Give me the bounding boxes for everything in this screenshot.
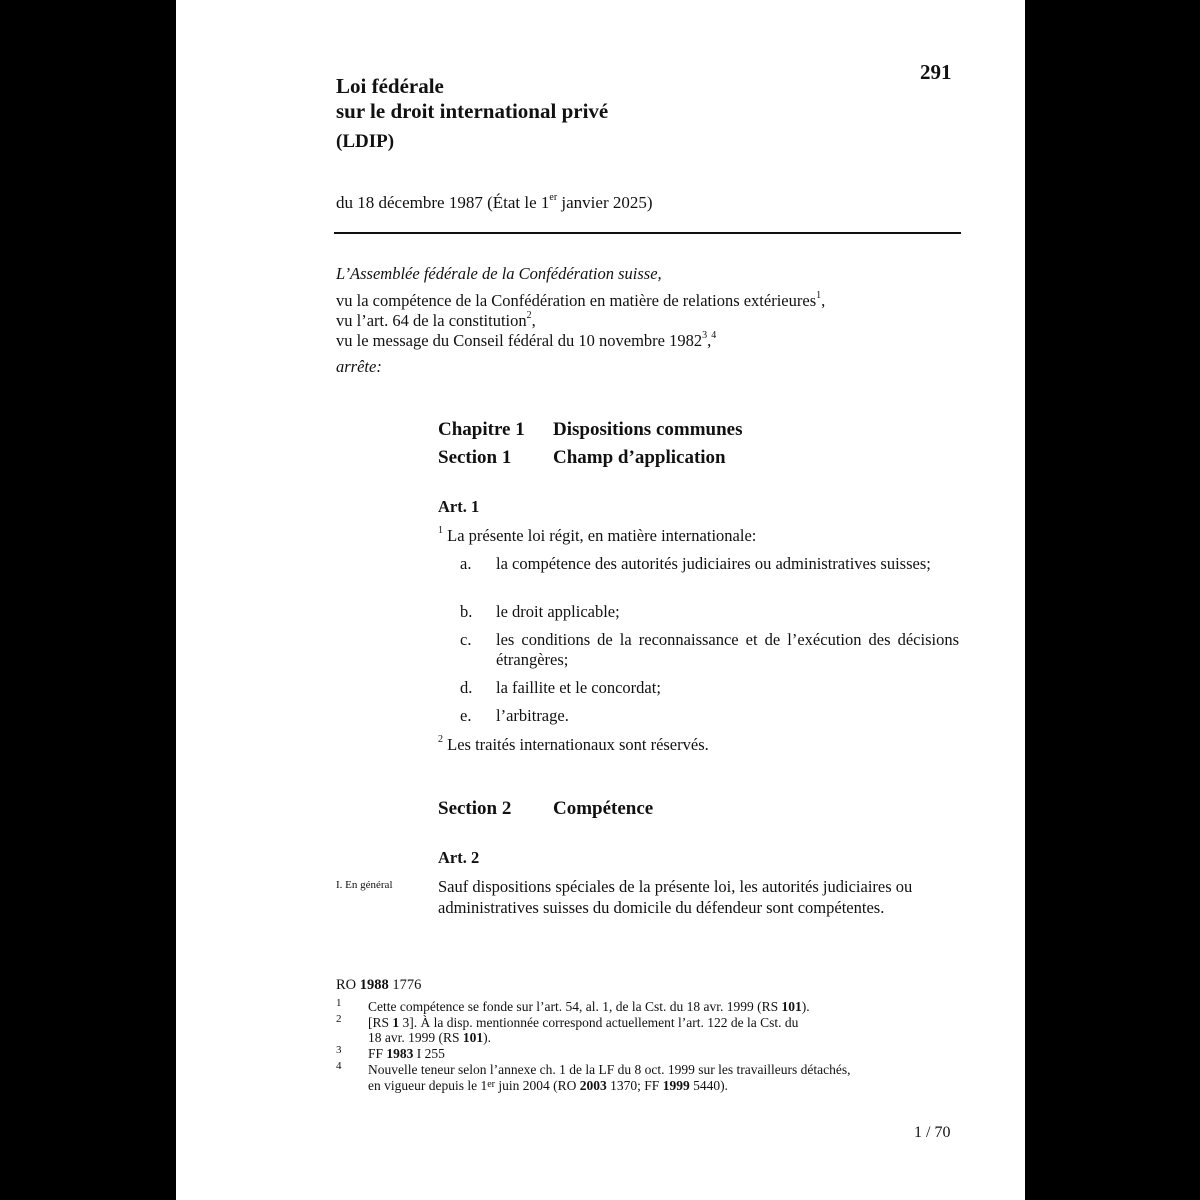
page-number-top: 291 [920, 60, 952, 84]
list-letter-c: c. [460, 630, 472, 649]
preamble-line-2: vu l’art. 64 de la constitution$^2$, [336, 310, 536, 330]
footnote-1: Cette compétence se fonde sur l’art. 54, al. 1, de la Cst. du 18 avr. 1999 (RS 101). [368, 999, 810, 1014]
law-date: du 18 décembre 1987 (État le 1er janvier 2025) [336, 192, 653, 212]
list-letter-b: b. [460, 602, 473, 621]
list-letter-a: a. [460, 554, 472, 573]
footnote-ref-2[interactable]: 2 [526, 310, 532, 321]
footnote-number-4: 4 [336, 1060, 342, 1072]
article-2-heading: Art. 2 [438, 848, 480, 867]
title-rule [334, 232, 961, 234]
footnote-ref-4[interactable]: 4 [711, 330, 717, 341]
footnote-4-line-2: en vigueur depuis le 1er juin 2004 (RO 2003 1370; FF 1999 5440). [368, 1078, 728, 1093]
article-2-line-2: administratives suisses du domicile du défendeur sont compétentes. [438, 898, 885, 917]
ro-reference: RO 1988 1776 [336, 977, 422, 993]
footnote-ref-3[interactable]: 3 [702, 330, 708, 341]
article-2-line-1: Sauf dispositions spéciales de la présente loi, les autorités judiciaires ou [438, 877, 913, 896]
footnote-2-line-1: [RS 1 3]. À la disp. mentionnée correspond actuellement l’art. 122 de la Cst. du [368, 1015, 799, 1030]
article-1-heading: Art. 1 [438, 497, 480, 516]
list-item-a: la compétence des autorités judiciaires ou administratives suisses; [496, 554, 931, 573]
preamble-line-3: vu le message du Conseil fédéral du 10 novembre 1982$^3$,$^4$ [336, 330, 717, 350]
page-footer-number: 1 / 70 [914, 1124, 951, 1141]
list-item-d: la faillite et le concordat; [496, 678, 661, 697]
preamble-line-1: vu la compétence de la Confédération en matière de relations extérieures$^1$, [336, 290, 826, 310]
document-page [176, 0, 1025, 1200]
chapter-1-heading: Chapitre 1 Dispositions communes [438, 419, 743, 440]
margin-note-general: I. En général [336, 879, 393, 891]
title-line-1: Loi fédérale [336, 74, 444, 98]
preamble-author: L’Assemblée fédérale de la Confédération suisse, [336, 264, 662, 283]
footnote-ref-1[interactable]: 1 [816, 290, 822, 301]
article-1-paragraph-1: $^1$ La présente loi régit, en matière internationale: [438, 525, 757, 545]
list-item-b: le droit applicable; [496, 602, 620, 621]
title-line-2: sur le droit international privé [336, 99, 609, 123]
preamble-decree: arrête: [336, 357, 382, 376]
footnote-number-1: 1 [336, 997, 342, 1009]
list-item-e: l’arbitrage. [496, 706, 569, 725]
section-1-heading: Section 1 Champ d’application [438, 447, 726, 468]
list-letter-d: d. [460, 678, 473, 697]
footnote-number-3: 3 [336, 1044, 342, 1056]
list-item-c: les conditions de la reconnaissance et de l’exécution des décisions étrangères; [496, 630, 959, 669]
article-1-paragraph-2: $^2$ Les traités internationaux sont réservés. [438, 734, 709, 754]
section-2-heading: Section 2 Compétence [438, 798, 654, 819]
title-abbreviation: (LDIP) [336, 131, 395, 152]
footnote-2-line-2: 18 avr. 1999 (RS 101). [368, 1030, 492, 1045]
footnote-4-line-1: Nouvelle teneur selon l’annexe ch. 1 de la LF du 8 oct. 1999 sur les travailleurs détachés, [368, 1062, 851, 1077]
list-letter-e: e. [460, 706, 472, 725]
footnote-number-2: 2 [336, 1013, 342, 1025]
footnote-3: FF 1983 I 255 [368, 1046, 445, 1061]
